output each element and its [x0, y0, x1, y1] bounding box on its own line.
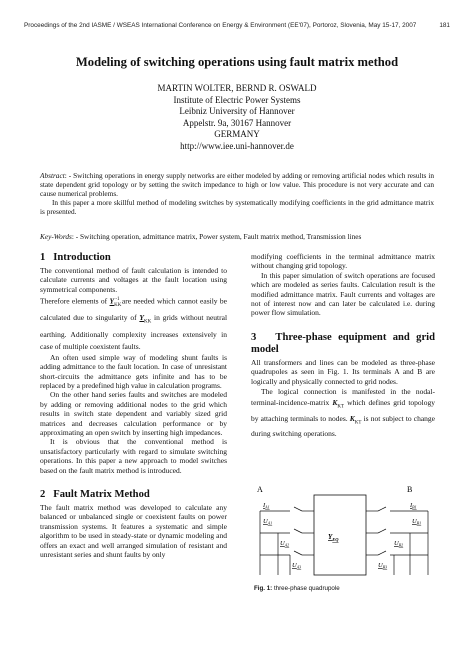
paragraph: The fault matrix method was developed to calculate any balanced or unbalanced single or coexistent faults on power transmission systems. It features a systematic and simple algorithm to be used in steady-state or dynamic modeling and offers an exact and well arranged simulation of resistant and unresistant series and shunt faults by only	[40, 503, 227, 560]
affiliation-line: Leibniz University of Hannover	[179, 106, 295, 117]
affiliation-line: Appelstr. 9a, 30167 Hannover	[182, 117, 292, 128]
authors: MARTIN WOLTER, BERND R. OSWALD	[157, 83, 317, 93]
section-2-heading	[40, 489, 227, 501]
left-column	[40, 252, 227, 559]
section-3-heading	[251, 332, 435, 356]
section-title: Fault Matrix Method	[53, 489, 150, 500]
label-I-A1: $I_{A1}$	[263, 502, 270, 510]
left-wires	[260, 507, 314, 575]
section-number: 2	[40, 489, 46, 500]
paragraph: On the other hand series faults and switches are modeled by adding or removing additional nodes to the grid which results in switch state dependent and variably sized grid matrices and decreases calculation performance or by approximating an open switch by inserting high impedances.	[40, 390, 227, 437]
abstract-text: In this paper a more skillful method of modeling switches by systematically modifying coefficients in the grid admittance matrix is presented.	[40, 198, 434, 216]
paragraph: It is obvious that the conventional method is unsatisfactory particularly with regard to simulate switching operations. In this paper a new approach to model switches based on the fault matrix method is introduced.	[40, 437, 227, 475]
keywords-label: Key-Words	[40, 232, 72, 241]
affiliation-line: Institute of Electric Power Systems	[173, 94, 301, 105]
paragraph: The conventional method of fault calculation is intended to calculate currents and voltages at the fault location using symmetrical components.	[40, 266, 227, 294]
figure-caption	[254, 585, 340, 592]
paper-title: Modeling of switching operations using fault matrix method	[75, 55, 399, 69]
figure-caption-text: three-phase quadrupole	[272, 585, 340, 592]
label-U-B3: $U_{B3}$	[378, 562, 388, 570]
abstract-label: Abstract	[40, 171, 65, 180]
math-sup: -1	[115, 297, 120, 303]
section-number: 1	[40, 252, 46, 263]
section-number: 3	[251, 331, 257, 343]
text-run: which defines grid topology by attaching terminals to nodes.	[251, 398, 436, 423]
label-U-A1: $U_{A1}$	[263, 518, 273, 526]
math-sub: KT	[354, 420, 362, 426]
paragraph: modifying coefficients in the terminal admittance matrix without changing grid topology.	[251, 252, 435, 271]
paragraph: In this paper simulation of switch operations are focused which are modeled as series faults. Calculation result is the modified admittance matrix. Fault currents and voltages are not of interest now and can later be calculated i.e. during power flow simulation.	[251, 270, 435, 318]
text-run: in grids without neutral earthing. Additionally complexity increases extensively in case of multiple coexistent faults.	[40, 313, 228, 351]
figure-caption-label: Fig. 1:	[254, 585, 273, 592]
author-block	[24, 83, 450, 153]
paragraph	[251, 386, 435, 439]
text-run: are needed which cannot easily be calculated due to singularity of	[40, 296, 227, 323]
math-sub: KK	[144, 319, 152, 325]
running-head	[24, 22, 450, 29]
running-head-text: Proceedings of the 2nd IASME / WSEAS International Conference on Energy & Environment (EE'07), Portoroz, Slovenia, May 15-17, 2007	[24, 22, 417, 29]
affiliation-line: GERMANY	[214, 129, 260, 140]
section-1-heading	[40, 252, 227, 264]
math-Y: Y	[139, 313, 144, 323]
right-column	[251, 252, 435, 439]
y-eq-symbol: $Y_{EQ}$	[328, 533, 339, 542]
page-number: 181	[439, 22, 450, 29]
section-title: Introduction	[53, 252, 111, 263]
math-sub: KT	[337, 404, 345, 410]
affiliation-url: http://www.iee.uni-hannover.de	[180, 140, 294, 151]
text-run: is not subject to change during switching operations.	[251, 413, 436, 439]
paragraph: All transformers and lines can be modeled as three-phase quadrupoles as seen in Fig. 1. Its terminals A and B are logically and physically connected to grid nodes.	[251, 357, 435, 386]
paragraph	[40, 294, 227, 353]
text-run: Therefore elements of	[40, 296, 108, 306]
label-I-B1: $I_{B1}$	[410, 502, 417, 510]
text-run: The logical connection is manifested in the nodal-terminal-incidence-matrix	[251, 387, 435, 408]
label-U-B2: $U_{B2}$	[394, 540, 404, 548]
math-K: K	[349, 413, 355, 423]
abstract	[40, 171, 434, 216]
math-K: K	[332, 398, 338, 408]
keywords	[40, 232, 434, 241]
math-Y: Y	[109, 296, 115, 306]
figure-quadrupole	[254, 483, 434, 581]
keywords-text: : - Switching operation, admittance matrix, Power system, Fault matrix method, Transmission lines	[71, 232, 362, 241]
abstract-text: : - Switching operations in energy supply networks are either modeled by adding or removing artificial nodes which results in state dependent grid topology or by setting the switch impedance to high or low value. This procedure is not very accurate and can cause numerical problems.	[40, 171, 434, 198]
equivalent-block	[314, 495, 366, 575]
label-U-A3: $U_{A3}$	[292, 562, 302, 570]
terminal-label-A: A	[257, 485, 263, 494]
paragraph: An often used simple way of modeling shunt faults is adding admittance to the fault location. In case of unresistant short-circuits the admittance gets infinite and has to be replaced by a predefined high value in calculation programs.	[40, 352, 227, 390]
section-title: Three-phase equipment and grid model	[251, 331, 435, 355]
label-U-B1: $U_{B1}$	[412, 518, 422, 526]
math-sub: KK	[114, 303, 122, 309]
terminal-label-B: B	[407, 485, 413, 494]
label-U-A2: $U_{A2}$	[280, 540, 290, 548]
